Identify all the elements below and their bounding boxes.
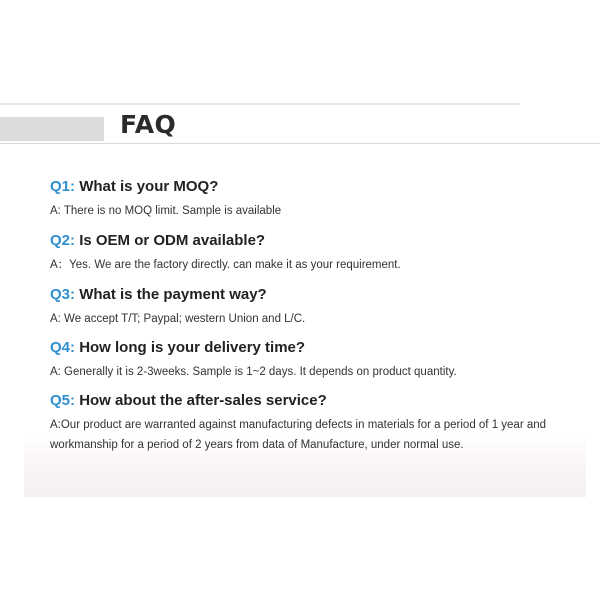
question-number: Q5: — [50, 392, 76, 409]
faq-item-4 — [50, 339, 457, 382]
faq-item-2 — [50, 232, 401, 275]
faq-question — [50, 392, 550, 410]
question-number: Q1: — [50, 178, 76, 195]
faq-question — [50, 339, 457, 357]
question-number: Q4: — [50, 339, 76, 356]
faq-answer: A: We accept T/T; Paypal; western Union and L/C. — [50, 313, 306, 325]
faq-answer: A: Generally it is 2-3weeks. Sample is 1~2 days. It depends on product quantity. — [50, 366, 457, 378]
question-text: How about the after-sales service? — [79, 392, 327, 409]
question-text: What is the payment way? — [79, 286, 267, 303]
question-number: Q2: — [50, 232, 76, 249]
faq-question — [50, 178, 281, 196]
question-number: Q3: — [50, 286, 76, 303]
question-text: Is OEM or ODM available? — [79, 232, 266, 249]
faq-answer: A: There is no MOQ limit. Sample is available — [50, 205, 282, 217]
faq-question — [50, 286, 305, 304]
header-accent-bar — [0, 117, 104, 141]
header-top-band — [0, 103, 520, 105]
faq-item-3 — [50, 286, 305, 329]
faq-answer: A:Our product are warranted against manufacturing defects in materials for a period of 1 year and workmanship for a period of 2 years from data of Manufacture, under normal use. — [50, 419, 547, 451]
question-text: What is your MOQ? — [79, 178, 219, 195]
question-text: How long is your delivery time? — [79, 339, 306, 356]
faq-item-5 — [50, 392, 550, 455]
header-divider — [0, 143, 600, 144]
faq-answer: A：Yes. We are the factory directly. can make it as your requirement. — [50, 259, 401, 271]
page-title: FAQ — [120, 110, 177, 139]
faq-item-1 — [50, 178, 281, 221]
faq-question — [50, 232, 401, 250]
